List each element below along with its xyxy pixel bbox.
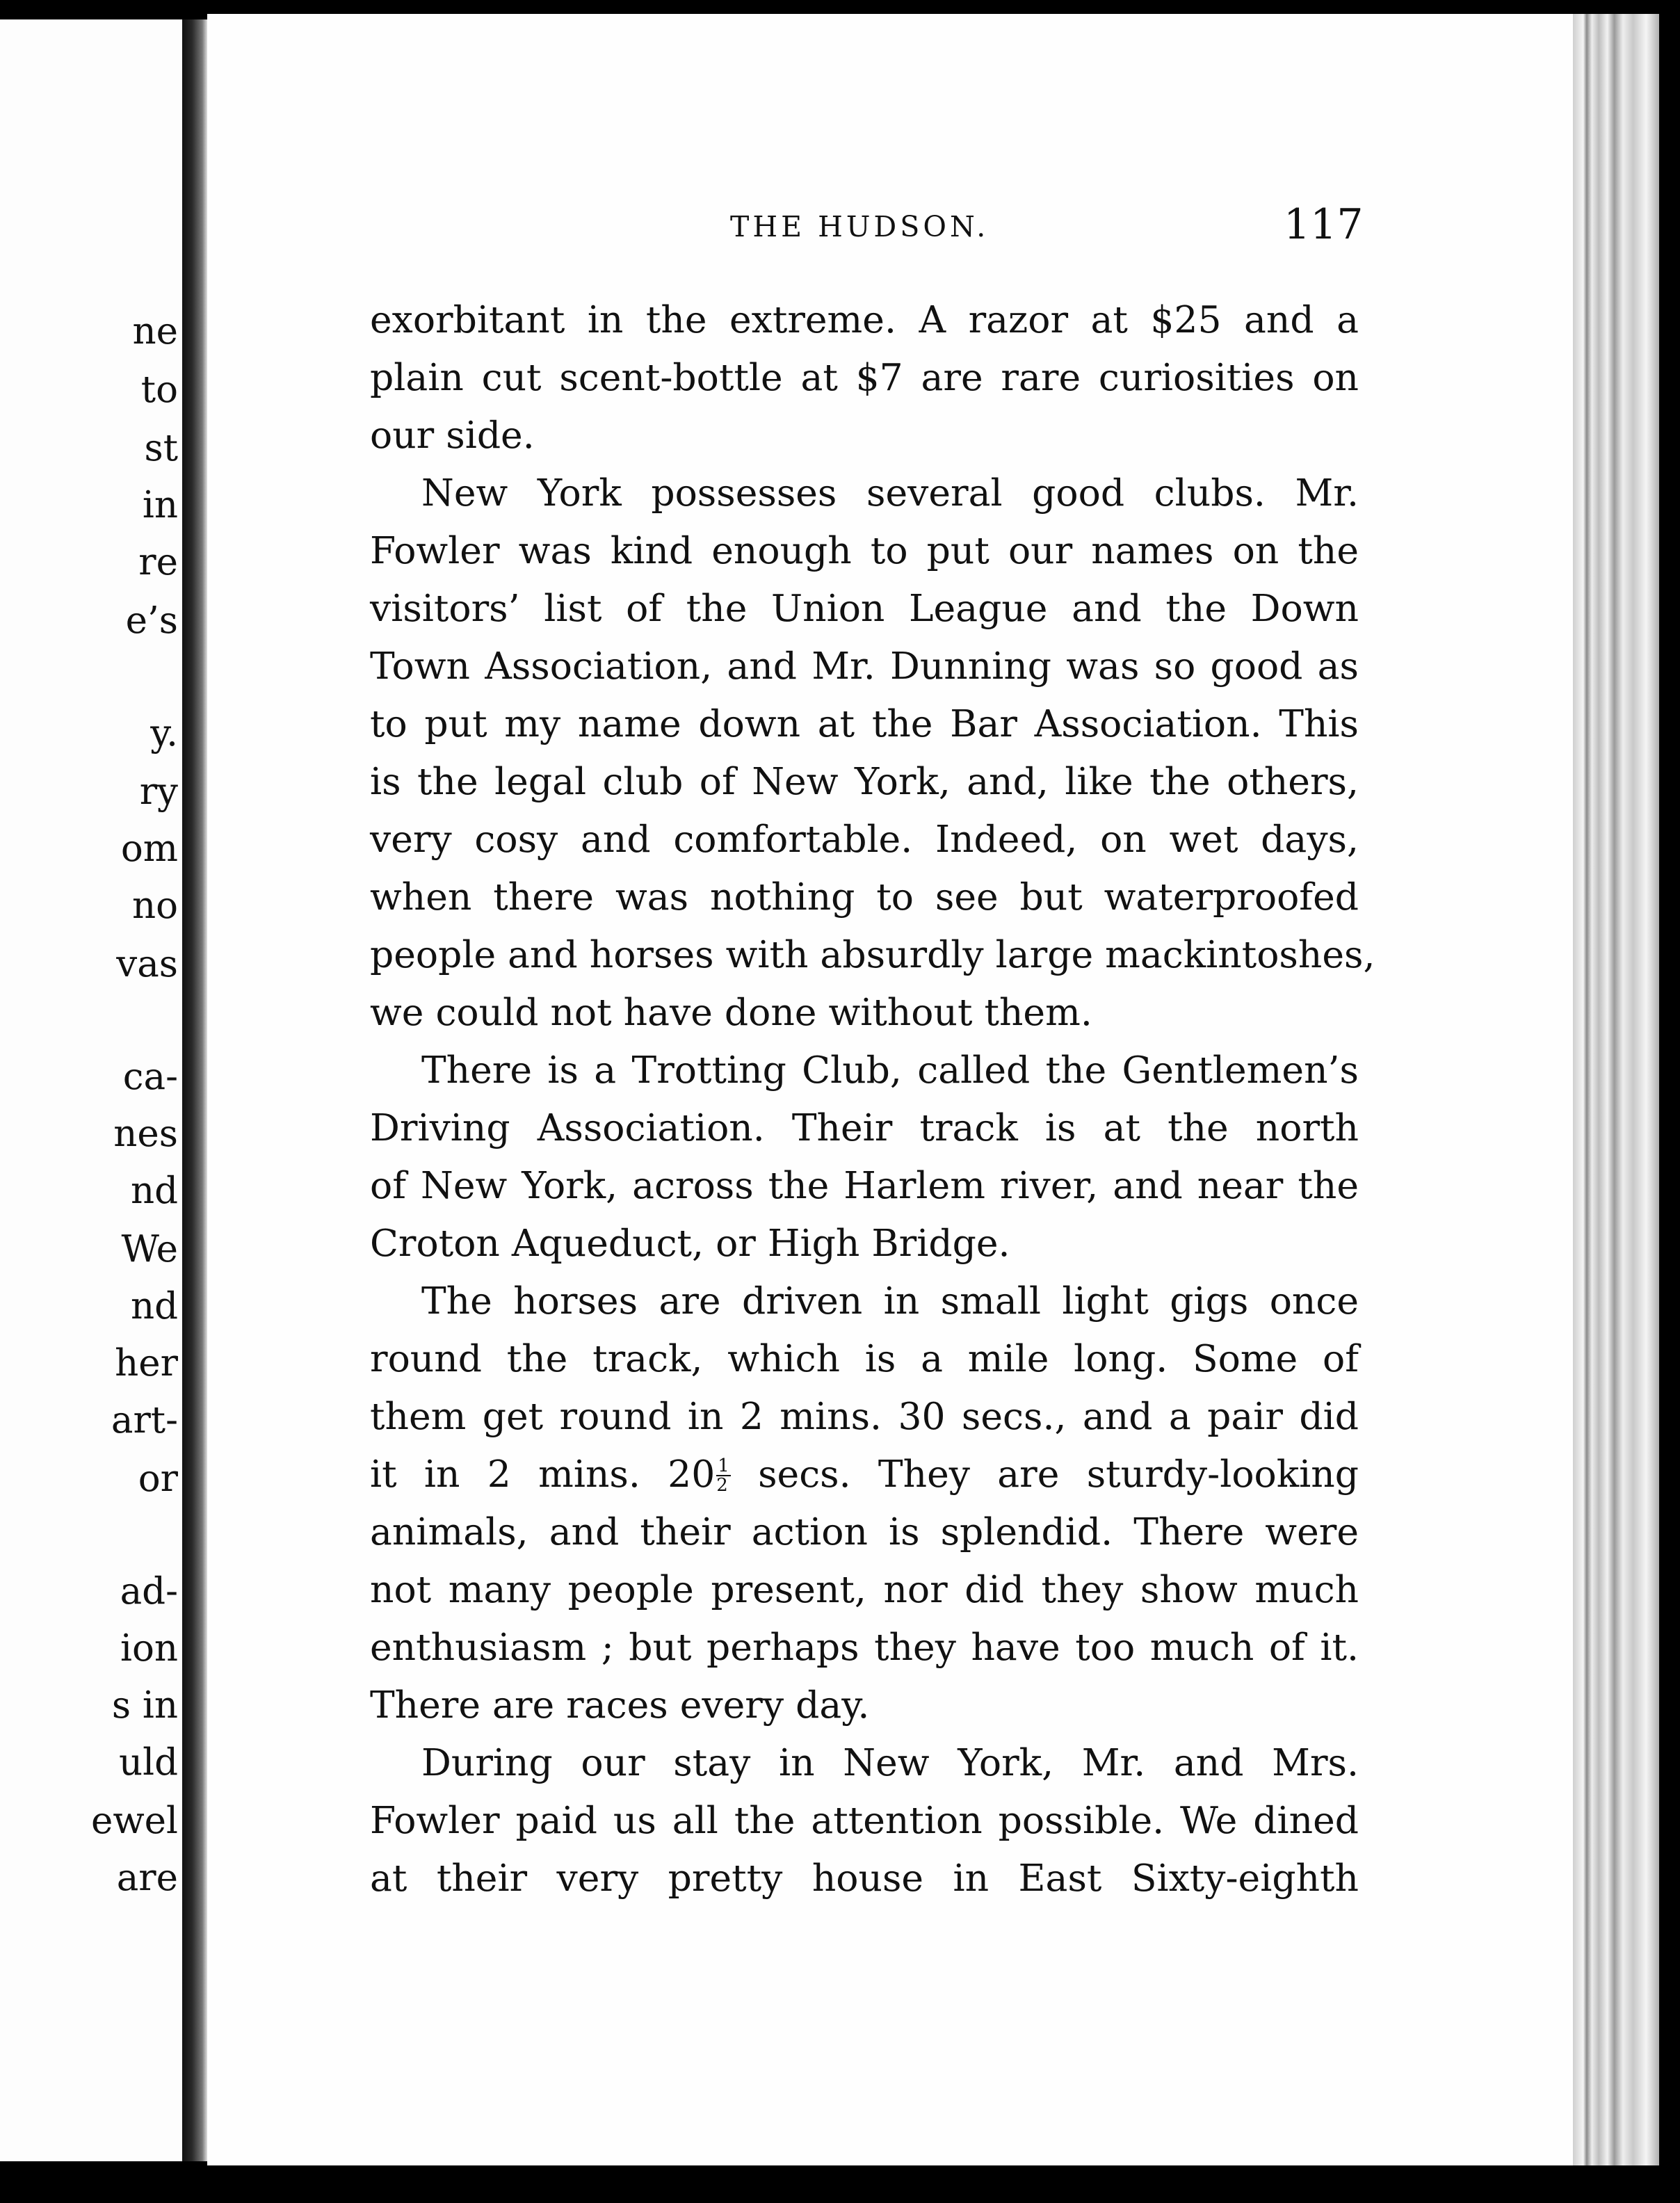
facing-page-text-fragment: nd: [130, 1285, 178, 1328]
text-line: Driving Association. Their track is at the north: [370, 1106, 1359, 1149]
fraction: [716, 1457, 731, 1494]
text-line: of New York, across the Harlem river, and near the: [370, 1163, 1359, 1207]
facing-page-text-fragment: y.: [150, 712, 178, 754]
text-line: enthusiasm ; but perhaps they have too much of it.: [370, 1625, 1359, 1669]
facing-page-text-fragment: in: [142, 484, 178, 526]
facing-page-text-fragment: e’s: [125, 599, 178, 642]
facing-page-text-fragment: We: [121, 1228, 178, 1270]
text-line: plain cut scent-bottle at $7 are rare curiosities on: [370, 355, 1359, 399]
text-line: New York possesses several good clubs. Mr.: [421, 471, 1359, 515]
text-fragment: it in 2 mins. 20: [370, 1452, 716, 1496]
paragraph: [370, 291, 1359, 464]
facing-page-text-fragment: art-: [111, 1399, 178, 1442]
facing-page-text-fragment: are: [116, 1857, 178, 1899]
facing-page-text-fragment: her: [115, 1342, 178, 1385]
text-line: to put my name down at the Bar Association. This: [370, 702, 1359, 745]
text-line: round the track, which is a mile long. Some of: [370, 1337, 1359, 1380]
text-line: our side.: [370, 413, 535, 457]
facing-page-text-fragment: ca-: [122, 1056, 178, 1098]
paragraph: [370, 1272, 1359, 1734]
paragraph: [370, 464, 1375, 1041]
facing-page-text-fragment: vas: [116, 943, 178, 985]
text-line: There are races every day.: [370, 1683, 870, 1727]
text-line: when there was nothing to see but waterproofed: [370, 875, 1359, 919]
text-line: exorbitant in the extreme. A razor at $25 and a: [370, 298, 1359, 341]
text-line: Fowler paid us all the attention possible. We dined: [370, 1798, 1359, 1842]
facing-page-text-fragment: ne: [132, 310, 178, 353]
text-line: them get round in 2 mins. 30 secs., and a pair did: [370, 1394, 1359, 1438]
text-line: is the legal club of New York, and, like the others,: [370, 759, 1359, 803]
page-number: 117: [1284, 200, 1364, 249]
facing-page-text-fragment: uld: [118, 1741, 178, 1784]
text-line: animals, and their action is splendid. There were: [370, 1510, 1359, 1554]
facing-page-text-fragment: ad-: [120, 1570, 178, 1613]
text-line: There is a Trotting Club, called the Gentlemen’s: [421, 1048, 1359, 1092]
facing-page-text-fragment: nes: [113, 1113, 178, 1155]
facing-page-text-fragment: nd: [130, 1170, 178, 1212]
paragraph: [370, 1041, 1359, 1272]
text-fragment: secs. They are sturdy-looking: [730, 1452, 1359, 1496]
facing-page-text-fragment: re: [138, 541, 178, 583]
facing-page-text-fragment: om: [120, 828, 178, 870]
facing-page-text-fragment: ry: [139, 770, 178, 813]
text-line: very cosy and comfortable. Indeed, on wet days,: [370, 817, 1359, 861]
page-header: [207, 200, 1573, 256]
body-text: [370, 291, 1375, 1907]
facing-page-text-fragment: no: [131, 885, 178, 927]
fraction-numerator: 1: [718, 1455, 729, 1476]
text-line: The horses are driven in small light gigs once: [421, 1279, 1359, 1323]
paragraph: [370, 1734, 1359, 1907]
book-gutter: [182, 19, 207, 2161]
text-line: we could not have done without them.: [370, 990, 1092, 1034]
facing-page-left: [0, 19, 182, 2161]
facing-page-text-fragment: or: [138, 1458, 178, 1500]
text-line: Croton Aqueduct, or High Bridge.: [370, 1221, 1010, 1265]
text-line: Fowler was kind enough to put our names on the: [370, 528, 1359, 572]
facing-page-text-fragment: s in: [111, 1684, 178, 1727]
text-line-with-fraction: [370, 1445, 1359, 1503]
facing-page-text-fragment: st: [144, 427, 178, 469]
facing-page-text-fragment: ion: [120, 1627, 178, 1670]
text-line: not many people present, nor did they show much: [370, 1567, 1359, 1611]
text-line: During our stay in New York, Mr. and Mrs.: [421, 1741, 1359, 1784]
text-line: Town Association, and Mr. Dunning was so good as: [370, 644, 1359, 688]
text-line: at their very pretty house in East Sixty-eighth: [370, 1856, 1359, 1900]
facing-page-text-fragment: ewel: [90, 1800, 178, 1842]
facing-page-text-fragment: to: [140, 369, 178, 411]
text-line: visitors’ list of the Union League and the Down: [370, 586, 1359, 630]
text-line: people and horses with absurdly large mackintoshes,: [370, 933, 1375, 976]
running-head: THE HUDSON.: [730, 210, 990, 243]
fraction-denominator: 2: [716, 1475, 728, 1496]
page-edges-right: [1573, 14, 1659, 2165]
